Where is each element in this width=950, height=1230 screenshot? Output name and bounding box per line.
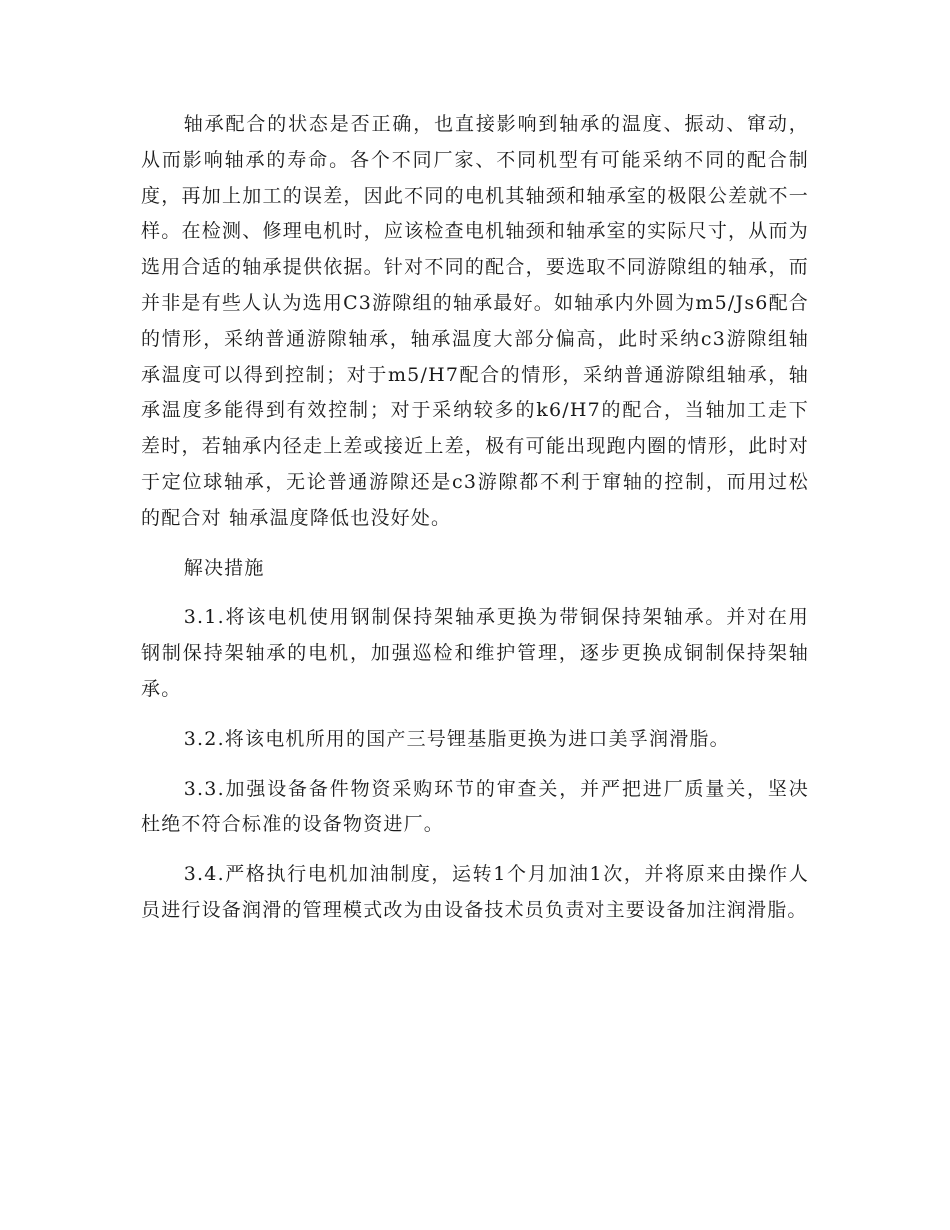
section-heading-solutions: 解决措施 bbox=[183, 556, 265, 579]
paragraph-measure-3-3: 3.3.加强设备备件物资采购环节的审查关，并严把进厂质量关，坚决杜绝不符合标准的设备物资进厂。 bbox=[141, 777, 809, 836]
paragraph-measure-3-4: 3.4.严格执行电机加油制度，运转1个月加油1次，并将原来由操作人员进行设备润滑的管理模式改为由设备技术员负责对主要设备加注润滑脂。 bbox=[141, 863, 809, 921]
paragraph-bearing-fit: 轴承配合的状态是否正确，也直接影响到轴承的温度、振动、窜动，从而影响轴承的寿命。各个不同厂家、不同机型有可能采纳不同的配合制度，再加上加工的误差，因此不同的电机其轴颈和轴承室的极限公差就不一样。在检测、修理电机时，应该检查电机轴颈和轴承室的实际尺寸，从而为选用合适的轴承提供依据。针对不同的配合，要选取不同游隙组的轴承，而并非是有些人认为选用C3游隙组的轴承最好。如轴承内外圆为m5/Js6配合的情形，采纳普通游隙轴承，轴承温度大部分偏高，此时采纳c3游隙组轴承温度可以得到控制；对于m5/H7配合的情形，采纳普通游隙组轴承，轴承温度多能得到有效控制；对于采纳较多的k6/H7的配合，当轴加工走下差时，若轴承内径走上差或接近上差，极有可能出现跑内圈的情形，此时对于定位球轴承，无论普通游隙还是c3游隙都不利于窜轴的控制，而用过松的配合对 轴承温度降低也没好处。 bbox=[141, 113, 809, 529]
paragraph-measure-3-2: 3.2.将该电机所用的国产三号锂基脂更换为进口美孚润滑脂。 bbox=[183, 727, 730, 750]
paragraph-measure-3-1: 3.1.将该电机使用钢制保持架轴承更换为带铜保持架轴承。并对在用钢制保持架轴承的电机，加强巡检和维护管理，逐步更换成铜制保持架轴承。 bbox=[141, 606, 809, 700]
